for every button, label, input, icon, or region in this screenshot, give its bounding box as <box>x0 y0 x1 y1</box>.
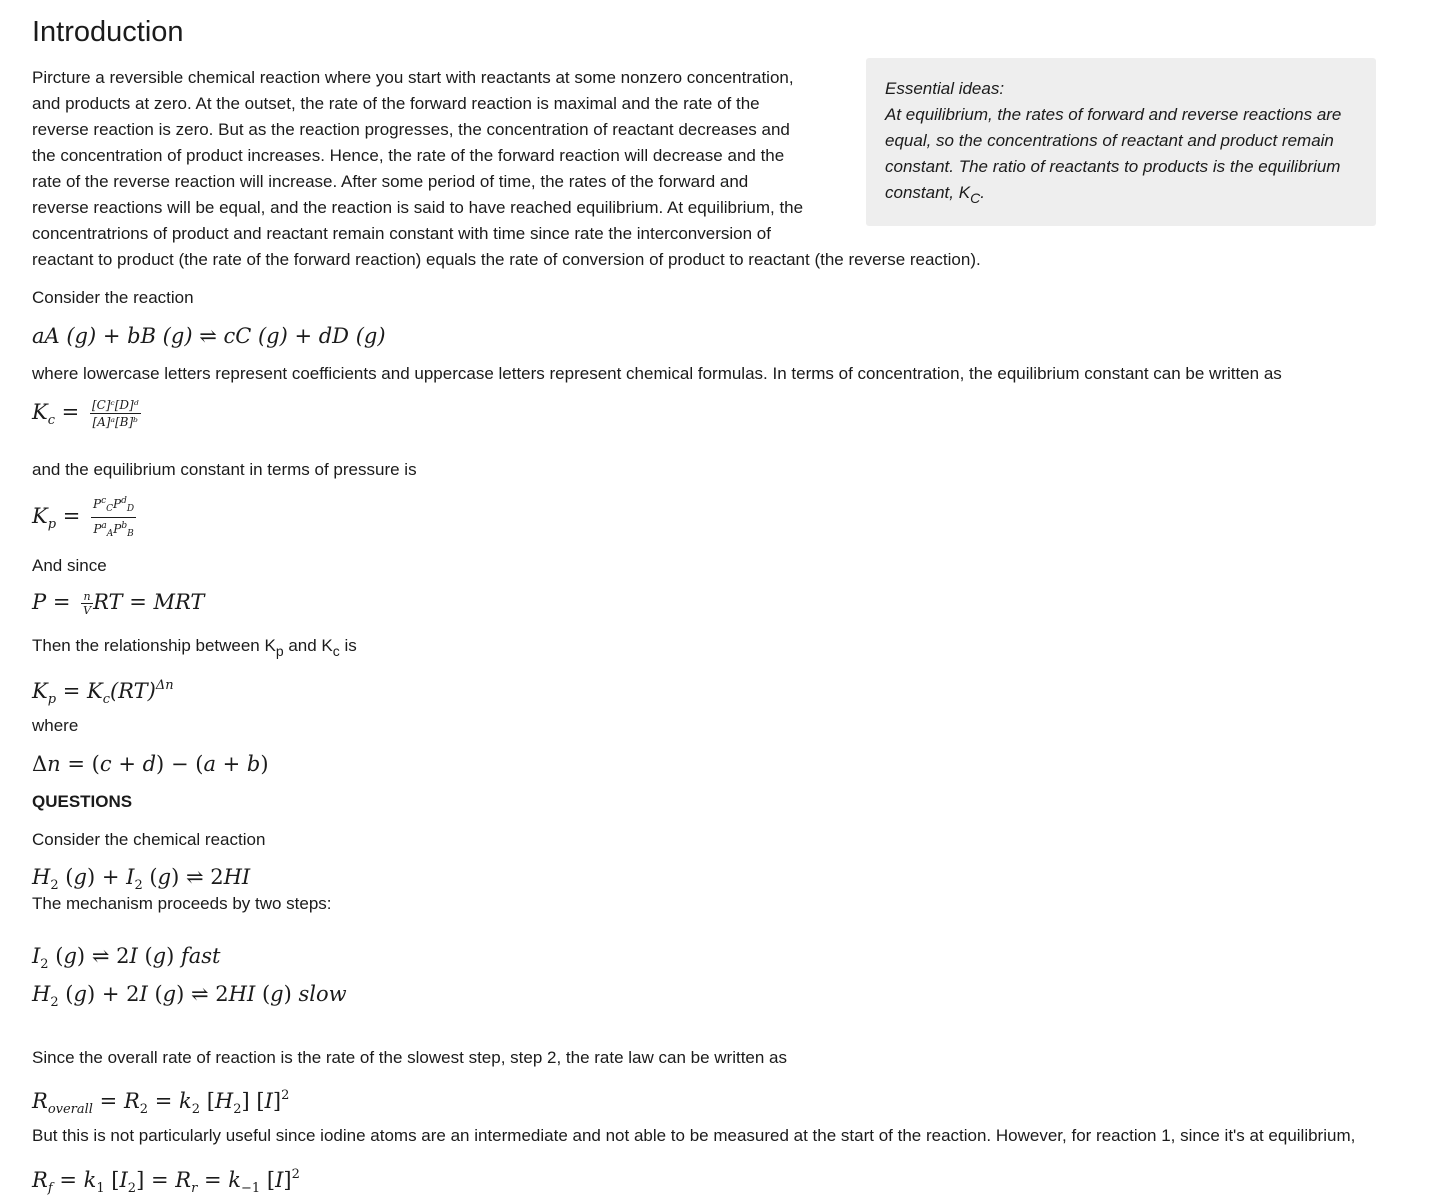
intro-line: the concentration of product increases. Hence, the rate of the forward reaction will decrease and the <box>32 146 785 165</box>
kp-equation: $K_p$ = $\frac{P^c_CP^d_D}{P^a_AP^b_B}$ <box>32 496 135 539</box>
kc-numerator: [C]ᶜ[D]ᵈ <box>91 398 139 412</box>
step1-equation: $I_2$ (g) ⇌ 2I (g) fast <box>32 944 221 972</box>
intro-line: reverse reactions will be equal, and the reaction is said to have reached equilibrium. At equilibrium, the <box>32 198 804 217</box>
where-lowercase-text: where lowercase letters represent coefficients and uppercase letters represent chemical formulas. In terms of concentration, the equilibrium constant can be written as <box>32 364 1282 383</box>
consider-chemical-text: Consider the chemical reaction <box>32 830 266 849</box>
general-reaction-text: aA (g) + bB (g) ⇌ cC (g) + dD (g) <box>32 324 386 348</box>
intro-line: reactant to product (the rate of the forward reaction) equals the rate of conversion of product to reactant (the reverse reaction). <box>32 250 981 269</box>
callout-heading: Essential ideas: <box>885 79 1005 98</box>
ideal-gas-equation: P = $\frac{n}{V}$ RT = MRT <box>32 590 205 617</box>
intro-line: rate of the reverse reaction will increase. After some period of time, the rates of the forward and <box>32 172 749 191</box>
hi-reaction-equation: $H_2$ $(g) + I_2$ (g) ⇌ 2HI <box>32 865 251 893</box>
intro-line: and products at zero. At the outset, the rate of the forward reaction is maximal and the rate of the <box>32 94 760 113</box>
n-over-v-fraction: $\frac{n}{V}$ <box>83 590 92 617</box>
kc-fraction <box>90 398 141 429</box>
callout-line: constant, $K_C$. <box>885 183 985 206</box>
where-text: where <box>32 716 79 735</box>
questions-heading: QUESTIONS <box>32 792 133 811</box>
mechanism-text: The mechanism proceeds by two steps: <box>32 894 332 913</box>
rate-overall-equation: $R_{overall} = R_2 = k_2$ $[H_2]$ $[I]^2$ <box>32 1088 290 1117</box>
consider-reaction-text: Consider the reaction <box>32 288 194 307</box>
kc-subscript: c <box>47 413 55 428</box>
general-reaction-equation <box>32 322 386 350</box>
essential-ideas-callout <box>866 58 1376 226</box>
kp-symbol: K <box>32 504 48 528</box>
delta-n-equation: Δn = (c + d) − (a + b) <box>32 752 269 776</box>
pressure-intro-text: and the equilibrium constant in terms of pressure is <box>32 460 417 479</box>
kp-subscript: p <box>47 517 57 532</box>
overall-rate-text: Since the overall rate of reaction is the rate of the slowest step, step 2, the rate law can be written as <box>32 1048 788 1067</box>
rate-equilibrium-equation: $R_f = k_1$ $[I_2] = R_r = k_{-1}$ $[I]^2$ <box>32 1167 300 1196</box>
intro-line: reverse reaction is zero. But as the reaction progresses, the concentration of reactant decreases and <box>32 120 790 139</box>
callout-line: equal, so the concentrations of reactant and product remain <box>885 131 1334 150</box>
intro-line: concentratrions of product and reactant remain constant with time since rate the interconversion of <box>32 224 771 243</box>
callout-line: At equilibrium, the rates of forward and reverse reactions are <box>885 105 1342 124</box>
kp-denominator: $P^a_AP^b_B$ <box>93 521 134 539</box>
not-useful-text: But this is not particularly useful since iodine atoms are an intermediate and not able to be measured at the start of the reaction. However, for reaction 1, since it's at equilibrium, <box>32 1126 1356 1145</box>
callout-line: constant. The ratio of reactants to products is the equilibrium <box>885 157 1341 176</box>
intro-line: Pircture a reversible chemical reaction where you start with reactants at some nonzero concentration, <box>32 68 794 87</box>
kp-fraction <box>91 494 136 541</box>
step2-equation: $H_2$ (g) + 2I (g) ⇌ 2HI (g) slow <box>32 982 347 1010</box>
relationship-text: Then the relationship between $K_p$ and $K_c$ is <box>32 636 357 659</box>
kp-numerator: $P^c_CP^d_D$ <box>91 494 136 518</box>
kc-denominator: [A]ᵃ[B]ᵇ <box>92 415 138 429</box>
and-since-text: And since <box>32 556 107 575</box>
kc-equation: $K_c$ = $\frac{\text{[C]ᶜ[D]ᵈ}}{\text{[A]ᵃ[B]ᵇ}}$ <box>32 398 139 429</box>
kc-symbol: K <box>32 400 48 424</box>
kp-kc-equation: $K_p = K_c(RT)^{\Delta n}$ <box>32 678 174 707</box>
page-title: Introduction <box>32 16 184 48</box>
